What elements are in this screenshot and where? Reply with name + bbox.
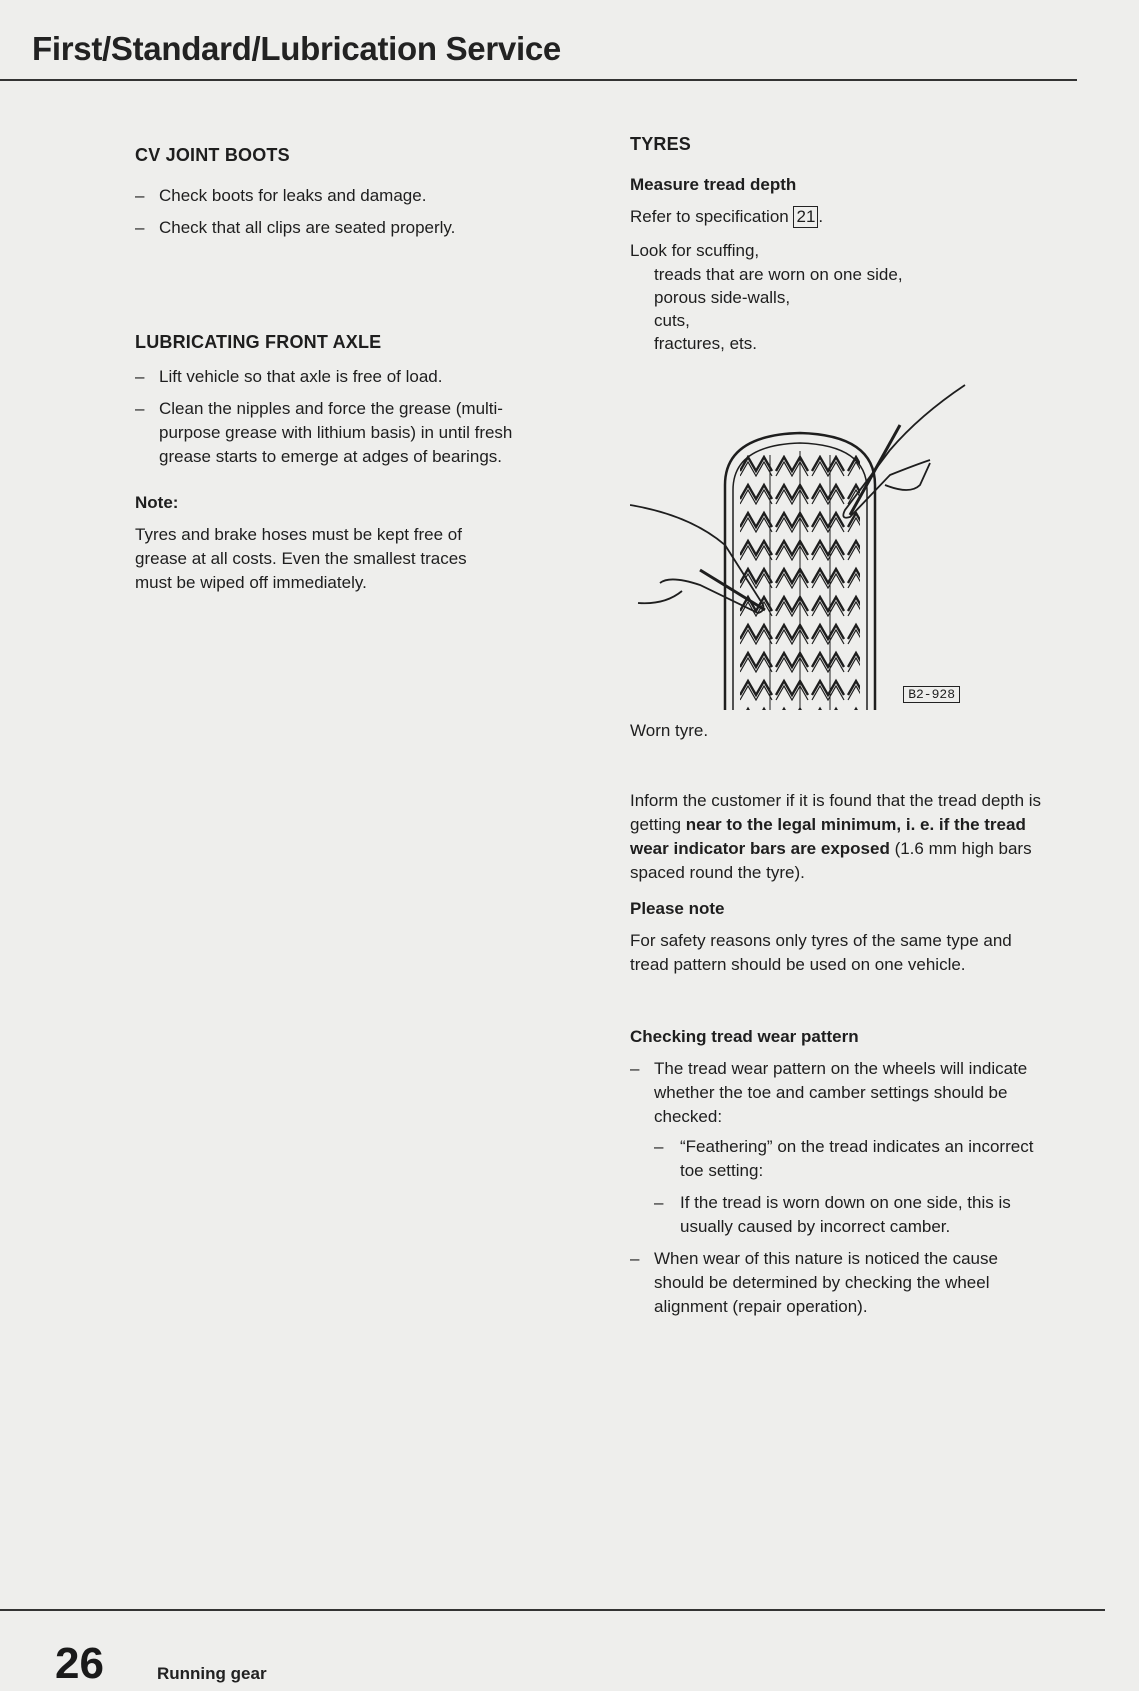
tyres-heading: TYRES [630, 134, 692, 154]
please-note-heading: Please note [630, 899, 725, 918]
checking-list [630, 1057, 1050, 1319]
spec-suffix: . [818, 207, 824, 226]
inform-customer-text [630, 789, 1050, 885]
footer-rule [0, 1609, 1105, 1611]
look-list [654, 263, 1070, 355]
list-item: – Lift vehicle so that axle is free of load. [135, 365, 555, 389]
list-item: porous side-walls, [654, 288, 791, 307]
checking-item-1: The tread wear pattern on the wheels will indicate whether the toe and camber settings should be checked: [654, 1059, 1028, 1126]
list-item: – Clean the nipples and force the grease (multi-purpose grease with lithium basis) in until fresh grease starts to emerge at adges of bearings. [135, 397, 555, 469]
please-note-text: For safety reasons only tyres of the same type and tread pattern should be used on one vehicle. [630, 931, 1012, 974]
spec-number-box: 21 [793, 206, 818, 228]
header-rule [0, 79, 1077, 81]
list-item: – When wear of this nature is noticed the cause should be determined by checking the wheel alignment (repair operation). [630, 1247, 1050, 1319]
list-item: – Check that all clips are seated properly. [135, 216, 555, 240]
page-number: 26 [55, 1639, 104, 1688]
note-text: Tyres and brake hoses must be kept free of grease at all costs. Even the smallest traces must be wiped off immediately. [135, 525, 467, 592]
inform-part2: (1.6 mm high bars spaced round the tyre). [630, 839, 1032, 882]
cv-joint-list [135, 184, 555, 240]
inform-part1: Inform the customer if it is found that the tread depth is getting [630, 791, 1042, 834]
sub-list-item: – If the tread is worn down on one side, this is usually caused by incorrect camber. [654, 1191, 1050, 1239]
list-item: fractures, ets. [654, 334, 757, 353]
spec-prefix: Refer to specification [630, 207, 789, 226]
footer-section: Running gear [157, 1664, 267, 1683]
figure-caption: Worn tyre. [630, 721, 709, 740]
look-lead: Look for scuffing, [630, 241, 760, 260]
cv-joint-heading: CV JOINT BOOTS [135, 145, 290, 165]
list-item [630, 1057, 1050, 1239]
note-heading: Note: [135, 493, 179, 512]
page-title: First/Standard/Lubrication Service [32, 30, 561, 67]
checking-sub-list [654, 1135, 1050, 1239]
figure-reference: B2-928 [903, 686, 960, 703]
worn-tyre-illustration [630, 365, 970, 715]
list-item: treads that are worn on one side, [654, 265, 903, 284]
worn-tyre-figure [630, 365, 970, 715]
sub-list-item: – “Feathering” on the tread indicates an incorrect toe setting: [654, 1135, 1050, 1183]
front-axle-heading: LUBRICATING FRONT AXLE [135, 332, 382, 352]
list-item: – Check boots for leaks and damage. [135, 184, 555, 208]
inform-bold: near to the legal minimum, i. e. if the tread wear indicator bars are exposed [630, 815, 1026, 858]
right-column [630, 134, 1070, 1327]
left-column [135, 145, 555, 605]
tread-depth-heading: Measure tread depth [630, 175, 797, 194]
front-axle-list [135, 365, 555, 469]
spec-reference [630, 205, 1070, 229]
list-item: cuts, [654, 311, 690, 330]
checking-heading: Checking tread wear pattern [630, 1027, 859, 1046]
